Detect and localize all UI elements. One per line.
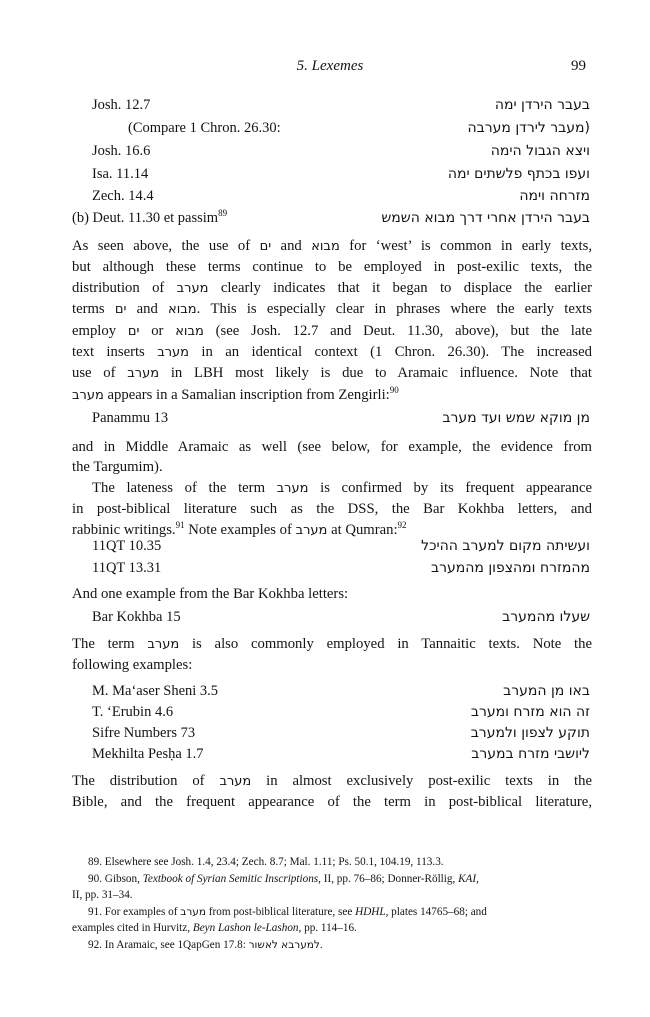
hebrew-term: מערב <box>127 366 160 382</box>
hebrew-term: מבוא <box>311 239 340 254</box>
footnote-92: 92. In Aramaic, see 1QapGen 17.8: למערבא לאשור. <box>88 938 323 951</box>
hebrew-term: ים <box>259 239 272 254</box>
example-row <box>72 410 590 432</box>
footnote-91-cont: examples cited in Hurvitz, Beyn Lashon le-Lashon, pp. 114–16. <box>72 922 357 934</box>
hebrew-term: מערב <box>176 280 209 296</box>
text-line: The term מערב is also commonly employed in Tannaitic texts. Note the <box>72 636 592 652</box>
example-reference: (Compare 1 Chron. 26.30: <box>128 120 281 136</box>
hebrew-term: מערב <box>72 387 104 403</box>
example-ref-text: Deut. 11.30 et passim <box>92 210 219 226</box>
example-hebrew: בעבר הירדן אחרי דרך מבוא השמש <box>381 210 590 226</box>
text-line: the Targumim). <box>72 459 163 476</box>
hebrew-term: מבוא <box>175 323 204 339</box>
example-reference: Bar Kokhba 15 <box>92 609 181 625</box>
text-line: but although these terms continue to be employed in post-exilic texts, the <box>72 259 592 276</box>
example-reference: Josh. 12.7 <box>92 97 151 113</box>
footnote-89: 89. Elsewhere see Josh. 1.4, 23.4; Zech. 8.7; Mal. 1.11; Ps. 50.1, 104.19, 113.3. <box>88 856 444 868</box>
footnote-90-cont: II, pp. 31–34. <box>72 889 133 901</box>
example-hebrew: מזרחה וימה <box>519 188 590 204</box>
example-reference: Isa. 11.14 <box>92 166 149 182</box>
example-row <box>72 746 590 768</box>
text-line: The lateness of the term מערב is confirmed by its frequent appearance <box>92 479 593 496</box>
text-line: following examples: <box>72 657 193 674</box>
example-hebrew: זה הוא מזרח ומערב <box>470 704 590 720</box>
text-line: text inserts מערב in an identical context (1 Chron. 26.30). The increased <box>72 344 592 361</box>
example-label: (b) <box>72 210 89 226</box>
example-row <box>72 725 590 747</box>
example-reference: Panammu 13 <box>92 410 169 426</box>
example-row <box>72 683 590 705</box>
text-line: Bible, and the frequent appearance of the term in post-biblical literature, <box>72 794 592 811</box>
body-paragraph <box>72 437 592 541</box>
example-row <box>72 560 590 582</box>
example-reference: 11QT 13.31 <box>92 560 162 576</box>
text-line: employ ים or מבוא (see Josh. 12.7 and Deut. 11.30, above), but the late <box>72 322 592 339</box>
hebrew-term: מערב <box>157 345 190 361</box>
hebrew-term: מערב <box>180 905 206 918</box>
example-hebrew: ועשיתה מקום למערב ההיכל <box>421 538 590 554</box>
body-paragraph <box>72 771 592 813</box>
example-hebrew: (מעבר לירדן מערבה <box>467 120 590 136</box>
example-row <box>72 704 590 726</box>
chapter-title: 5. Lexemes <box>296 58 364 74</box>
example-reference: Mekhilta Pesḥa 1.7 <box>92 746 204 762</box>
footnote-90: 90. Gibson, Textbook of Syrian Semitic Inscriptions, II, pp. 76–86; Donner-Röllig, KAI, <box>88 872 479 885</box>
text-line: and in Middle Aramaic as well (see below, for example, the evidence from <box>72 439 592 455</box>
example-hebrew: ועפו בכתף פלשתים ימה <box>447 166 590 182</box>
example-row <box>72 210 590 232</box>
example-row <box>72 609 590 631</box>
page-number: 99 <box>571 58 586 74</box>
example-row <box>72 120 590 142</box>
hebrew-term: מבוא <box>168 302 197 318</box>
hebrew-term: מערב <box>219 774 252 789</box>
text-line: מערב appears in a Samalian inscription from Zengirli:$^{90}$ <box>72 384 399 403</box>
example-hebrew: שעלו מהמערב <box>502 609 590 625</box>
example-hebrew: מהמזרח ומהצפון מהמערב <box>430 560 590 576</box>
example-reference: Josh. 16.6 <box>92 143 151 159</box>
example-row <box>72 538 590 560</box>
text-line: use of מערב in LBH most likely is due to Aramaic influence. Note that <box>72 365 592 382</box>
example-row <box>72 97 590 119</box>
text-line: The distribution of מערב in almost exclusively post-exilic texts in the <box>72 773 592 789</box>
footnote-marker: 89 <box>218 208 228 218</box>
hebrew-term: מערב <box>276 480 309 496</box>
example-row <box>72 166 590 188</box>
running-header <box>70 58 590 78</box>
footnote-marker: 92 <box>397 519 407 530</box>
example-reference: Sifre Numbers 73 <box>92 725 196 741</box>
example-reference: T. ‘Erubin 4.6 <box>92 704 174 720</box>
example-reference: M. Ma‘aser Sheni 3.5 <box>92 683 219 699</box>
example-reference: Zech. 14.4 <box>92 188 154 204</box>
example-hebrew: מן מוקא שמש ועד מערב <box>442 410 590 426</box>
example-hebrew: בעבר הירדן ימה <box>494 97 590 113</box>
text-line: distribution of מערב clearly indicates that it began to displace the earlier <box>72 279 592 296</box>
hebrew-term: מערב <box>147 637 180 652</box>
text-line: rabbinic writings.$^{91}$ Note examples of מערב at Qumran:$^{92}$ <box>72 519 407 538</box>
example-reference <box>72 210 227 227</box>
example-reference: 11QT 10.35 <box>92 538 162 554</box>
example-hebrew: ליושבי מזרח במערב <box>471 746 590 762</box>
body-paragraph <box>72 236 592 406</box>
body-paragraph <box>72 634 592 676</box>
example-hebrew: תוקע לצפון ולמערב <box>470 725 590 741</box>
hebrew-term: מערב <box>295 522 328 538</box>
hebrew-term: ים <box>114 302 127 318</box>
text-line: in post-biblical literature such as the DSS, the Bar Kokhba letters, and <box>72 501 592 518</box>
footnote-91: 91. For examples of מערב from post-biblical literature, see HDHL, plates 14765–68; and <box>88 905 487 918</box>
hebrew-term: ים <box>127 323 140 339</box>
footnote-marker: 91 <box>175 519 185 530</box>
example-row <box>72 143 590 165</box>
footnote-marker: 90 <box>389 384 399 395</box>
footnotes <box>72 854 592 953</box>
example-hebrew: באו מן המערב <box>503 683 590 699</box>
text-line: terms ים and מבוא. This is especially clear in phrases where the early texts <box>72 301 592 318</box>
hebrew-term: למערבא לאשור <box>248 938 320 951</box>
text-line: As seen above, the use of ים and מבוא for ‘west’ is common in early texts, <box>72 238 592 254</box>
body-paragraph <box>72 584 592 604</box>
example-hebrew: ויצא הגבול הימה <box>490 143 590 159</box>
text-line: And one example from the Bar Kokhba letters: <box>72 586 349 602</box>
example-row <box>72 188 590 210</box>
